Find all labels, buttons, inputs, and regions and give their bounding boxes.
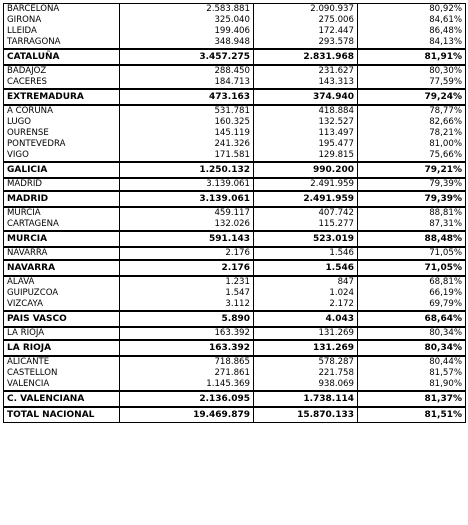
percent-cell: 81,57% (358, 368, 466, 379)
percent-cell: 79,21% (358, 162, 466, 178)
table-row (4, 105, 466, 117)
value-2-cell: 115.277 (254, 219, 358, 231)
name-cell: LA RIOJA (4, 327, 120, 340)
value-1-cell: 2.176 (120, 247, 254, 260)
value-1-cell: 2.136.095 (120, 391, 254, 407)
name-cell: TOTAL NACIONAL (4, 407, 120, 423)
name-cell: C. VALENCIANA (4, 391, 120, 407)
subtotal-row (4, 162, 466, 178)
percent-cell: 78,77% (358, 105, 466, 117)
value-1-cell: 184.713 (120, 77, 254, 89)
table-row (4, 368, 466, 379)
name-cell: GIRONA (4, 15, 120, 26)
percent-cell: 81,91% (358, 49, 466, 65)
name-cell: MURCIA (4, 207, 120, 219)
percent-cell: 69,79% (358, 299, 466, 311)
subtotal-row (4, 391, 466, 407)
percent-cell: 66,19% (358, 288, 466, 299)
subtotal-row (4, 191, 466, 207)
value-2-cell: 938.069 (254, 379, 358, 391)
value-1-cell: 241.326 (120, 139, 254, 150)
value-2-cell: 131.269 (254, 327, 358, 340)
percent-cell: 68,64% (358, 311, 466, 327)
table-row (4, 247, 466, 260)
table-row (4, 276, 466, 288)
percent-cell: 79,39% (358, 178, 466, 191)
percent-cell: 78,21% (358, 128, 466, 139)
percent-cell: 80,34% (358, 340, 466, 356)
value-1-cell: 145.119 (120, 128, 254, 139)
value-2-cell: 418.884 (254, 105, 358, 117)
value-2-cell: 275.006 (254, 15, 358, 26)
name-cell: NAVARRA (4, 247, 120, 260)
table-row (4, 150, 466, 162)
value-2-cell: 221.758 (254, 368, 358, 379)
percent-cell: 71,05% (358, 260, 466, 276)
value-1-cell: 271.861 (120, 368, 254, 379)
table-row (4, 219, 466, 231)
value-1-cell: 2.176 (120, 260, 254, 276)
value-2-cell: 578.287 (254, 356, 358, 368)
value-1-cell: 3.457.275 (120, 49, 254, 65)
value-1-cell: 132.026 (120, 219, 254, 231)
percent-cell: 79,24% (358, 89, 466, 105)
value-1-cell: 19.469.879 (120, 407, 254, 423)
value-2-cell: 1.546 (254, 260, 358, 276)
value-2-cell: 407.742 (254, 207, 358, 219)
name-cell: ALAVA (4, 276, 120, 288)
name-cell: TARRAGONA (4, 37, 120, 49)
value-1-cell: 3.139.061 (120, 178, 254, 191)
value-1-cell: 2.583.881 (120, 4, 254, 16)
subtotal-row (4, 231, 466, 247)
subtotal-row (4, 340, 466, 356)
percent-cell: 84,61% (358, 15, 466, 26)
name-cell: PONTEVEDRA (4, 139, 120, 150)
table-body (4, 4, 466, 423)
table-row (4, 139, 466, 150)
value-2-cell: 1.546 (254, 247, 358, 260)
value-2-cell: 293.578 (254, 37, 358, 49)
percent-cell: 80,30% (358, 65, 466, 77)
value-2-cell: 195.477 (254, 139, 358, 150)
table-row (4, 288, 466, 299)
table-row (4, 207, 466, 219)
value-2-cell: 231.627 (254, 65, 358, 77)
value-1-cell: 163.392 (120, 327, 254, 340)
percent-cell: 79,39% (358, 191, 466, 207)
value-1-cell: 718.865 (120, 356, 254, 368)
value-1-cell: 160.325 (120, 117, 254, 128)
value-1-cell: 459.117 (120, 207, 254, 219)
table-row (4, 4, 466, 16)
name-cell: CARTAGENA (4, 219, 120, 231)
value-2-cell: 113.497 (254, 128, 358, 139)
subtotal-row (4, 49, 466, 65)
value-1-cell: 1.547 (120, 288, 254, 299)
value-2-cell: 523.019 (254, 231, 358, 247)
value-2-cell: 4.043 (254, 311, 358, 327)
table-row (4, 356, 466, 368)
table-row (4, 117, 466, 128)
percent-cell: 68,81% (358, 276, 466, 288)
value-1-cell: 591.143 (120, 231, 254, 247)
percent-cell: 81,90% (358, 379, 466, 391)
name-cell: MADRID (4, 191, 120, 207)
value-1-cell: 199.406 (120, 26, 254, 37)
value-2-cell: 1.738.114 (254, 391, 358, 407)
value-1-cell: 5.890 (120, 311, 254, 327)
table-row (4, 37, 466, 49)
percent-cell: 80,34% (358, 327, 466, 340)
name-cell: GALICIA (4, 162, 120, 178)
table-row (4, 178, 466, 191)
percent-cell: 81,00% (358, 139, 466, 150)
name-cell: A CORUÑA (4, 105, 120, 117)
name-cell: ALICANTE (4, 356, 120, 368)
data-table (3, 3, 466, 423)
name-cell: GUIPUZCOA (4, 288, 120, 299)
percent-cell: 81,37% (358, 391, 466, 407)
value-2-cell: 2.090.937 (254, 4, 358, 16)
value-1-cell: 163.392 (120, 340, 254, 356)
table-row (4, 15, 466, 26)
name-cell: BARCELONA (4, 4, 120, 16)
subtotal-row (4, 89, 466, 105)
value-1-cell: 325.040 (120, 15, 254, 26)
name-cell: VIGO (4, 150, 120, 162)
grand-total-row (4, 407, 466, 423)
value-2-cell: 2.172 (254, 299, 358, 311)
value-1-cell: 348.948 (120, 37, 254, 49)
percent-cell: 81,51% (358, 407, 466, 423)
name-cell: NAVARRA (4, 260, 120, 276)
name-cell: LLEIDA (4, 26, 120, 37)
name-cell: EXTREMADURA (4, 89, 120, 105)
value-2-cell: 2.831.968 (254, 49, 358, 65)
table-row (4, 379, 466, 391)
value-1-cell: 3.112 (120, 299, 254, 311)
table-row (4, 26, 466, 37)
percent-cell: 82,66% (358, 117, 466, 128)
value-2-cell: 1.024 (254, 288, 358, 299)
name-cell: MURCIA (4, 231, 120, 247)
value-2-cell: 2.491.959 (254, 178, 358, 191)
value-1-cell: 1.231 (120, 276, 254, 288)
percent-cell: 87,31% (358, 219, 466, 231)
subtotal-row (4, 260, 466, 276)
percent-cell: 88,48% (358, 231, 466, 247)
value-1-cell: 1.145.369 (120, 379, 254, 391)
name-cell: OURENSE (4, 128, 120, 139)
percent-cell: 77,59% (358, 77, 466, 89)
table-row (4, 128, 466, 139)
subtotal-row (4, 311, 466, 327)
value-2-cell: 374.940 (254, 89, 358, 105)
table-row (4, 327, 466, 340)
percent-cell: 71,05% (358, 247, 466, 260)
value-1-cell: 3.139.061 (120, 191, 254, 207)
value-2-cell: 132.527 (254, 117, 358, 128)
value-1-cell: 288.450 (120, 65, 254, 77)
percent-cell: 84,13% (358, 37, 466, 49)
table-row (4, 299, 466, 311)
value-1-cell: 473.163 (120, 89, 254, 105)
name-cell: CACERES (4, 77, 120, 89)
name-cell: CASTELLON (4, 368, 120, 379)
value-1-cell: 171.581 (120, 150, 254, 162)
percent-cell: 80,44% (358, 356, 466, 368)
table-row (4, 65, 466, 77)
name-cell: PAIS VASCO (4, 311, 120, 327)
value-2-cell: 129.815 (254, 150, 358, 162)
value-2-cell: 15.870.133 (254, 407, 358, 423)
name-cell: CATALUÑA (4, 49, 120, 65)
name-cell: MADRID (4, 178, 120, 191)
value-2-cell: 847 (254, 276, 358, 288)
percent-cell: 88,81% (358, 207, 466, 219)
name-cell: VIZCAYA (4, 299, 120, 311)
value-2-cell: 2.491.959 (254, 191, 358, 207)
value-2-cell: 172.447 (254, 26, 358, 37)
name-cell: LUGO (4, 117, 120, 128)
name-cell: BADAJOZ (4, 65, 120, 77)
value-1-cell: 531.781 (120, 105, 254, 117)
percent-cell: 75,66% (358, 150, 466, 162)
name-cell: LA RIOJA (4, 340, 120, 356)
name-cell: VALENCIA (4, 379, 120, 391)
value-2-cell: 131.269 (254, 340, 358, 356)
percent-cell: 86,48% (358, 26, 466, 37)
value-1-cell: 1.250.132 (120, 162, 254, 178)
value-2-cell: 990.200 (254, 162, 358, 178)
value-2-cell: 143.313 (254, 77, 358, 89)
percent-cell: 80,92% (358, 4, 466, 16)
table-row (4, 77, 466, 89)
